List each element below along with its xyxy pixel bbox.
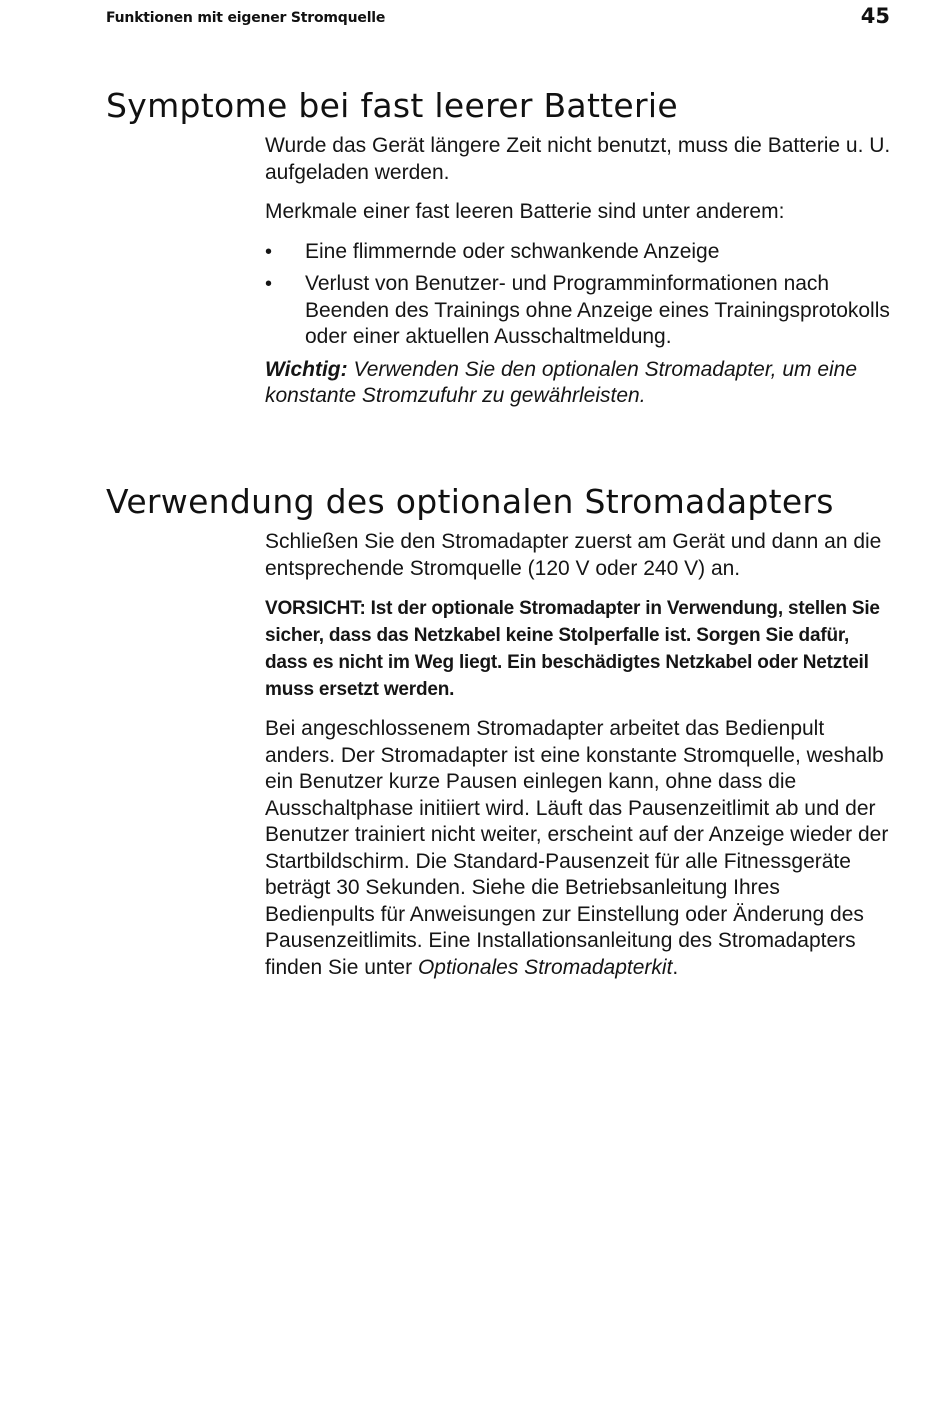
section-title-battery: Symptome bei fast leerer Batterie [106, 86, 678, 125]
caution-note: VORSICHT: Ist der optionale Stromadapter in Verwendung, stellen Sie sicher, dass das Netzkabel keine Stolperfalle ist. Sorgen Sie dafür, dass es nicht im Weg liegt. Ein beschädigtes Netzkabel oder Netzteil muss ersetzt werden. [265, 598, 880, 700]
reference-adapter-kit: Optionales Stromadapterkit [417, 955, 673, 979]
section-title-power-adapter: Verwendung des optionalen Stromadapters [106, 482, 834, 521]
important-label: Wichtig: [265, 357, 348, 381]
bullet-icon: • [265, 240, 273, 263]
bullet-icon: • [265, 273, 273, 295]
page-number: 45 [860, 4, 890, 28]
paragraph-adapter-text: Bei angeschlossenem Stromadapter arbeitet das Bedienpult anders. Der Stromadapter ist eine konstante Stromquelle, weshalb ein Benutzer kurze Pausen einlegen kann, ohne dass die Ausschaltphase initiiert wird. Läuft das Pausenzeitlimit ab und der Benutzer trainiert nicht weiter, erscheint auf der Anzeige wieder der Startbildschirm. Die Standard-Pausenzeit für alle Fitnessgeräte beträgt 30 Sekunden. Siehe die Betriebsanleitung Ihres Bedienpults für Anweisungen zur Einstellung oder Änderung des Pausenzeitlimits. Eine Installationsanleitung des Stromadapters finden Sie unter [265, 717, 889, 979]
section-body-battery [265, 133, 895, 423]
important-text: Verwenden Sie den optionalen Stromadapter, um eine konstante Stromzufuhr zu gewährleisten. [265, 357, 858, 407]
section-body-power-adapter [265, 529, 895, 994]
running-head: Funktionen mit eigener Stromquelle [106, 10, 386, 26]
list-item [265, 239, 895, 266]
paragraph-recharge: Wurde das Gerät längere Zeit nicht benutzt, muss die Batterie u. U. aufgeladen werden. [265, 134, 891, 184]
paragraph-adapter-behavior [265, 716, 895, 981]
list-item-text: Eine flimmernde oder schwankende Anzeige [305, 239, 720, 263]
paragraph-end: . [672, 955, 679, 979]
symptom-list [265, 239, 895, 351]
list-item-text: Verlust von Benutzer- und Programminformationen nach Beenden des Trainings ohne Anzeige eines Trainingsprotokolls oder einer aktuellen Ausschaltmeldung. [305, 272, 890, 348]
important-note [265, 357, 895, 410]
list-item [265, 271, 895, 351]
paragraph-connect: Schließen Sie den Stromadapter zuerst am Gerät und dann an die entsprechende Stromquelle (120 V oder 240 V) an. [265, 530, 882, 580]
paragraph-symptoms-intro: Merkmale einer fast leeren Batterie sind unter anderem: [265, 200, 785, 223]
page-header [106, 6, 890, 32]
